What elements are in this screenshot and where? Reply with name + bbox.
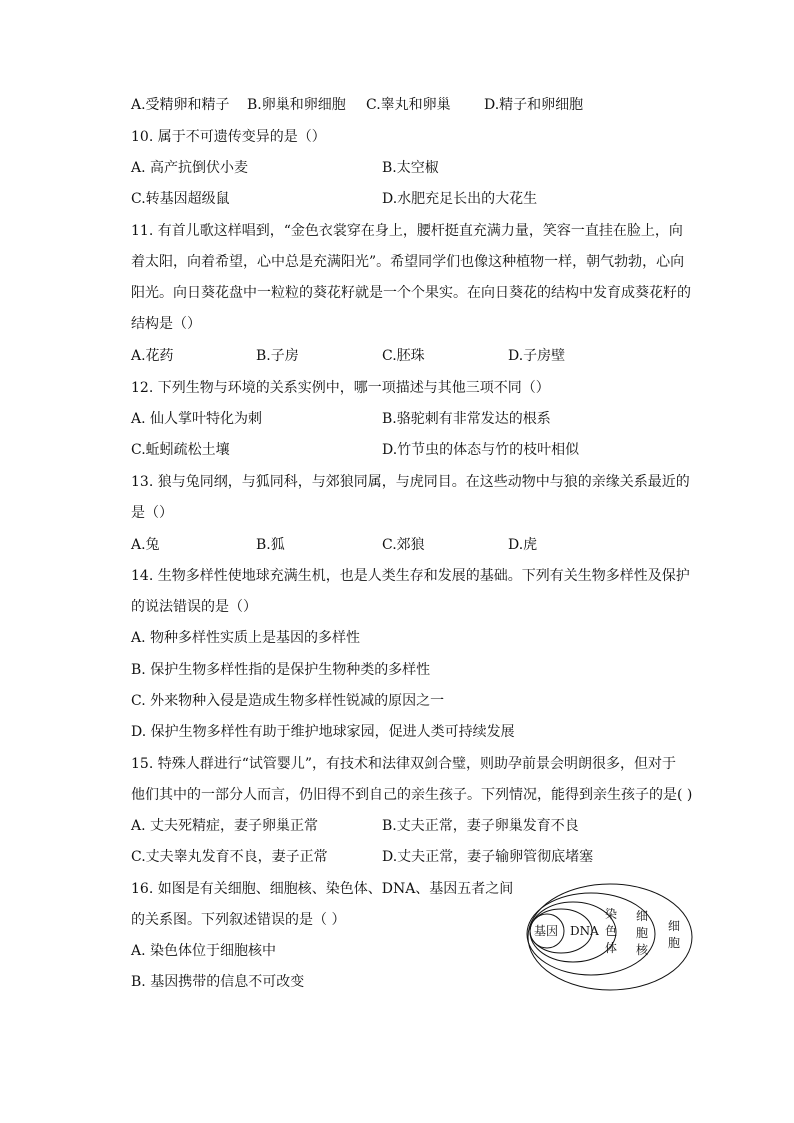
question-13-stem-line1: 13. 狼与兔同纲，与狐同科，与郊狼同属，与虎同目。在这些动物中与狼的亲缘关系最近的 [131, 474, 690, 490]
question-15-stem-line2: 他们其中的一部分人而言，仍旧得不到自己的亲生孩子。下列情况，能得到亲生孩子的是( ) [131, 787, 693, 803]
option-a: A.受精卵和精子 [131, 97, 230, 113]
q10-option-c: C.转基因超级鼠 [131, 191, 230, 207]
q15-option-a: A. 丈夫死精症，妻子卵巢正常 [131, 818, 319, 834]
question-14-stem-line1: 14. 生物多样性使地球充满生机，也是人类生存和发展的基础。下列有关生物多样性及保护 [131, 568, 690, 584]
q16-option-a: A. 染色体位于细胞核中 [131, 943, 277, 959]
question-11-stem-line1: 11. 有首儿歌这样唱到，“金色衣裳穿在身上，腰杆挺直充满力量，笑容一直挂在脸上，向 [131, 223, 683, 239]
label-chromosome-3: 体 [605, 941, 618, 955]
label-dna: DNA [570, 924, 599, 938]
q12-option-d: D.竹节虫的体态与竹的枝叶相似 [382, 442, 580, 458]
q16-option-b: B. 基因携带的信息不可改变 [131, 974, 305, 990]
label-cell-2: 胞 [668, 936, 681, 950]
q12-option-a: A. 仙人掌叶特化为刺 [131, 411, 263, 427]
q15-option-c: C.丈夫睾丸发育不良，妻子正常 [131, 849, 328, 865]
question-10-stem: 10. 属于不可遗传变异的是（） [131, 129, 326, 145]
option-d: D.精子和卵细胞 [484, 97, 584, 113]
q14-option-c: C. 外来物种入侵是造成生物多样性锐减的原因之一 [131, 693, 445, 709]
q13-option-b: B.狐 [256, 537, 285, 553]
q10-option-b: B.太空椒 [382, 160, 439, 176]
label-chromosome-2: 色 [605, 924, 618, 938]
q11-option-b: B.子房 [256, 348, 299, 364]
question-15-stem-line1: 15. 特殊人群进行“试管婴儿”，有技术和法律双剑合璧，则助孕前景会明朗很多，但对于 [131, 756, 677, 772]
question-14-stem-line2: 的说法错误的是（） [131, 599, 257, 615]
label-nucleus-3: 核 [636, 943, 649, 957]
question-16-stem-line2: 的关系图。下列叙述错误的是（ ） [131, 912, 346, 928]
q11-option-a: A.花药 [131, 348, 174, 364]
q14-option-a: A. 物种多样性实质上是基因的多样性 [131, 630, 361, 646]
q11-option-d: D.子房壁 [508, 348, 566, 364]
label-cell-1: 细 [668, 919, 681, 933]
q12-option-b: B.骆驼刺有非常发达的根系 [382, 411, 551, 427]
q14-option-b: B. 保护生物多样性指的是保护生物种类的多样性 [131, 662, 431, 678]
label-nucleus-2: 胞 [636, 926, 649, 940]
option-b: B.卵巢和卵细胞 [247, 97, 346, 113]
question-13-stem-line2: 是（） [131, 505, 173, 521]
q13-option-a: A.兔 [131, 537, 160, 553]
q10-option-d: D.水肥充足长出的大花生 [382, 191, 538, 207]
question-16-stem-line1: 16. 如图是有关细胞、细胞核、染色体、DNA、基因五者之间 [131, 881, 514, 897]
q15-option-b: B.丈夫正常，妻子卵巢发育不良 [382, 818, 579, 834]
q14-option-d: D. 保护生物多样性有助于维护地球家园，促进人类可持续发展 [131, 724, 515, 740]
nested-relationship-diagram [520, 880, 700, 995]
label-nucleus-1: 细 [636, 909, 649, 923]
q13-option-d: D.虎 [508, 537, 538, 553]
question-11-stem-line3: 阳光。向日葵花盘中一粒粒的葵花籽就是一个个果实。在向日葵花的结构中发育成葵花籽的 [131, 285, 691, 301]
q12-option-c: C.蚯蚓疏松土壤 [131, 442, 230, 458]
question-11-stem-line2: 着太阳，向着希望，心中总是充满阳光”。希望同学们也像这种植物一样，朝气勃勃，心向 [131, 254, 685, 270]
question-11-stem-line4: 结构是（） [131, 316, 201, 332]
q11-option-c: C.胚珠 [382, 348, 425, 364]
q15-option-d: D.丈夫正常，妻子输卵管彻底堵塞 [382, 849, 594, 865]
label-chromosome-1: 染 [605, 907, 618, 921]
label-gene: 基因 [534, 924, 559, 938]
question-12-stem: 12. 下列生物与环境的关系实例中，哪一项描述与其他三项不同（） [131, 380, 550, 396]
q13-option-c: C.郊狼 [382, 537, 425, 553]
q10-option-a: A. 高产抗倒伏小麦 [131, 160, 249, 176]
option-c: C.睾丸和卵巢 [366, 97, 451, 113]
